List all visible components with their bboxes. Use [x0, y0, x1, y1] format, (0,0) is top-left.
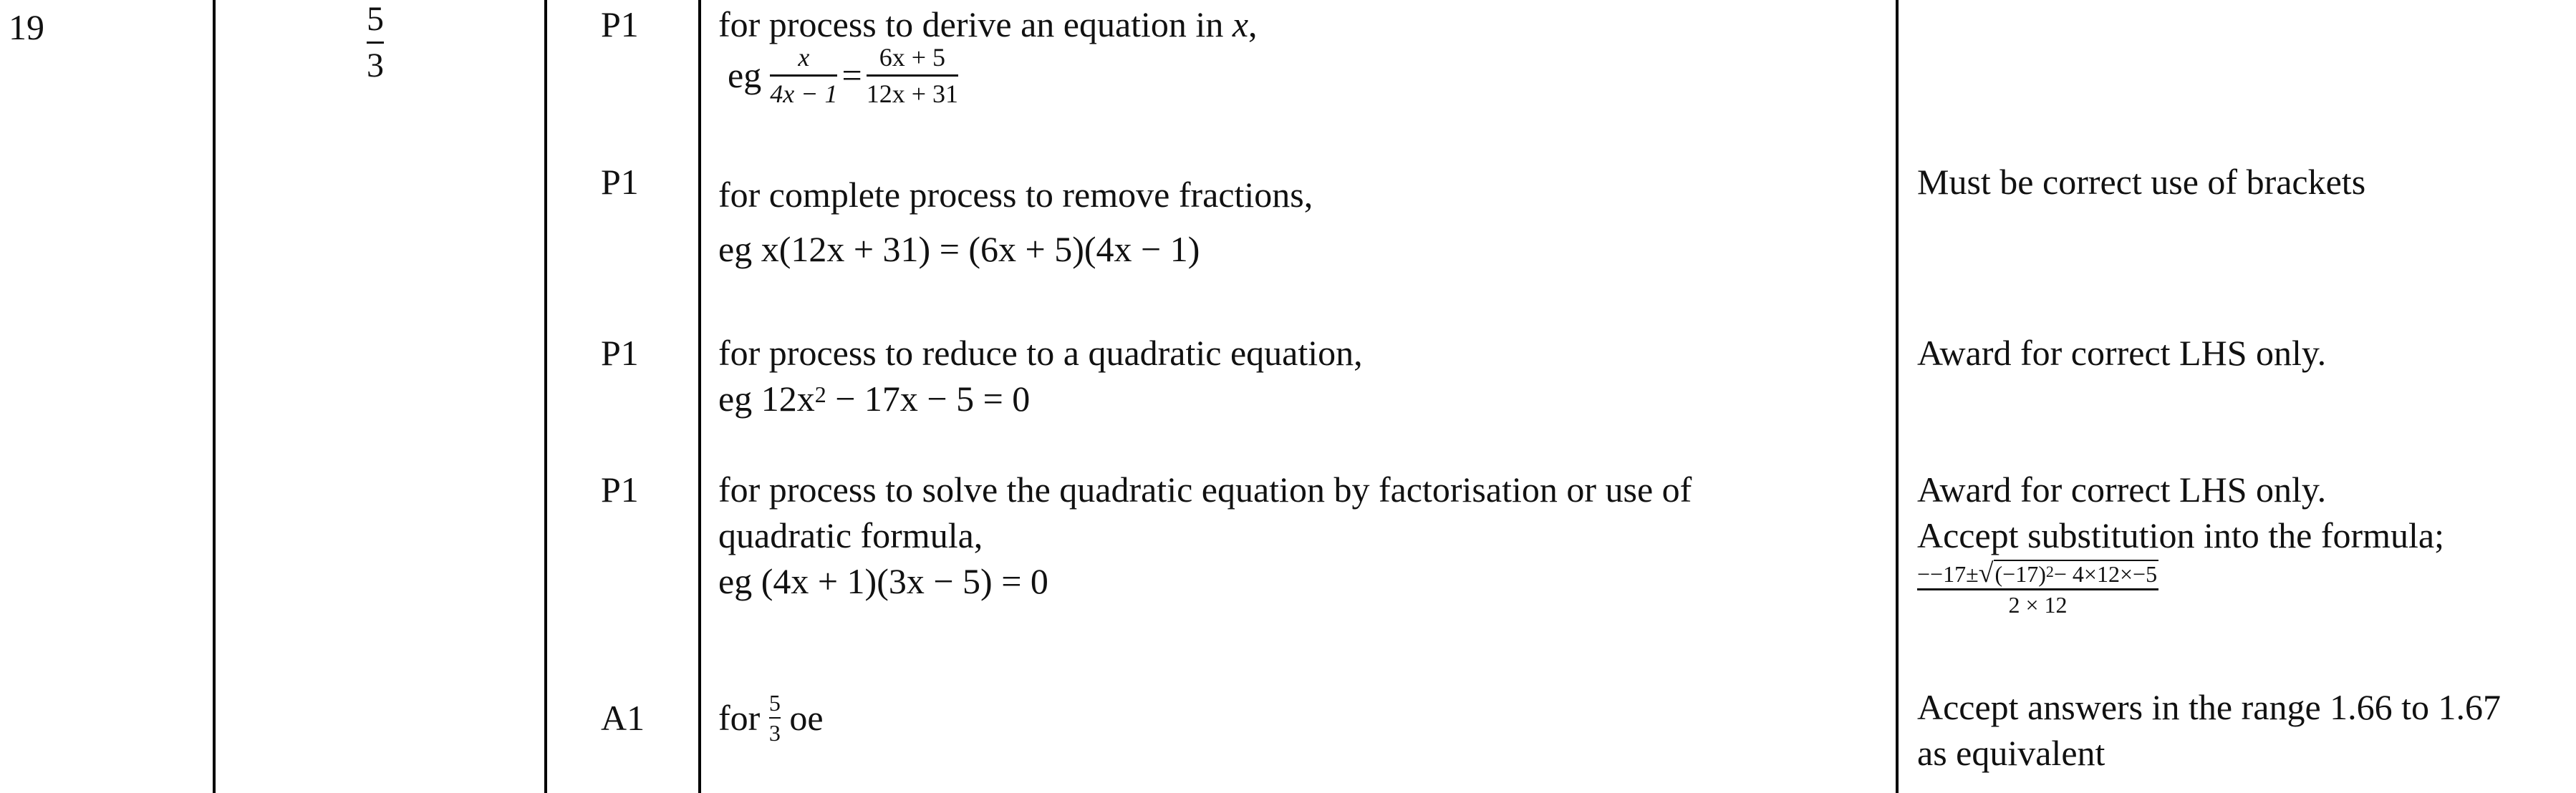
working-row-5-prefix: for [718, 698, 769, 738]
fraction-bar [367, 42, 384, 44]
eg-label: eg [728, 55, 762, 96]
working-row-1-label: for process to derive an equation in [718, 4, 1232, 44]
equation-part-a: 12x [761, 379, 815, 419]
comma: , [1248, 4, 1258, 44]
fraction-denominator: 12x + 31 [866, 79, 958, 108]
working-row-4-example [718, 558, 1048, 604]
working-row-4-line-2: quadratic formula, [718, 515, 983, 555]
working-row-3-text: for process to reduce to a quadratic equation, [718, 333, 1363, 373]
answer-fraction-inline [769, 689, 781, 747]
notes-row-5-line-2: as equivalent [1917, 733, 2105, 773]
question-number: 19 [9, 7, 44, 47]
equation-fraction-left [770, 42, 837, 110]
mark-row-2: P1 [601, 162, 639, 202]
mark-row-4: P1 [601, 470, 639, 510]
formula-denominator: 2 × 12 [2008, 591, 2068, 618]
equals-sign: = [841, 55, 862, 96]
fraction-denominator: 4x − 1 [770, 79, 838, 108]
notes-row-2: Must be correct use of brackets [1917, 162, 2366, 202]
mark-row-1: P1 [601, 4, 639, 44]
equation: (4x + 1)(3x − 5) = 0 [761, 561, 1048, 601]
fraction-bar [770, 74, 837, 77]
equation-part-b: − 17x − 5 = 0 [826, 379, 1031, 419]
column-divider-2 [544, 0, 547, 793]
working-row-2-text: for complete process to remove fractions, [718, 175, 1313, 215]
working-row-3-example [718, 376, 1030, 422]
working-row-4-line-1: for process to solve the quadratic equation by factorisation or use of [718, 470, 1692, 510]
fraction-numerator: 5 [768, 689, 781, 716]
exponent: 2 [814, 381, 826, 407]
working-row-2-example [718, 226, 1200, 272]
quadratic-formula [1917, 560, 2158, 618]
formula-fraction [1917, 560, 2158, 618]
equation: x(12x + 31) = (6x + 5)(4x − 1) [761, 229, 1200, 269]
mark-row-5: A1 [601, 698, 645, 738]
column-divider-1 [213, 0, 216, 793]
column-divider-3 [698, 0, 701, 793]
notes-row-5-line-1: Accept answers in the range 1.66 to 1.67 [1917, 687, 2502, 727]
variable-x: x [1232, 4, 1249, 44]
fraction-bar [1917, 588, 2158, 590]
answer [367, 0, 384, 85]
notes-row-4-line-2: Accept substitution into the formula; [1917, 515, 2444, 555]
working-row-1-text [718, 1, 1258, 47]
square-root-icon: √ [1978, 558, 1994, 588]
fraction-bar [867, 74, 958, 77]
eg-label: eg [718, 561, 761, 601]
column-divider-4 [1896, 0, 1899, 793]
working-row-1-example [728, 42, 958, 110]
mark-row-3: P1 [601, 333, 639, 373]
fraction-numerator: x [798, 43, 810, 72]
answer-numerator: 5 [367, 0, 384, 38]
answer-fraction [367, 0, 384, 85]
fraction-bar [769, 717, 781, 719]
working-row-5 [718, 680, 824, 756]
answer-denominator: 3 [367, 47, 384, 84]
fraction-numerator: 6x + 5 [879, 43, 945, 72]
notes-row-3: Award for correct LHS only. [1917, 333, 2327, 373]
eg-label: eg [718, 229, 761, 269]
formula-prefix: −−17± [1917, 561, 1979, 587]
notes-row-4-line-1: Award for correct LHS only. [1917, 470, 2327, 510]
fraction-denominator: 3 [768, 720, 781, 746]
eg-label: eg [718, 379, 761, 419]
formula-radicand: $(-17)^2- 4\times 12\times-5$ [1994, 561, 2158, 587]
working-row-5-suffix: oe [780, 698, 824, 738]
equation-fraction-right [867, 42, 958, 110]
formula-numerator [1917, 560, 2158, 588]
